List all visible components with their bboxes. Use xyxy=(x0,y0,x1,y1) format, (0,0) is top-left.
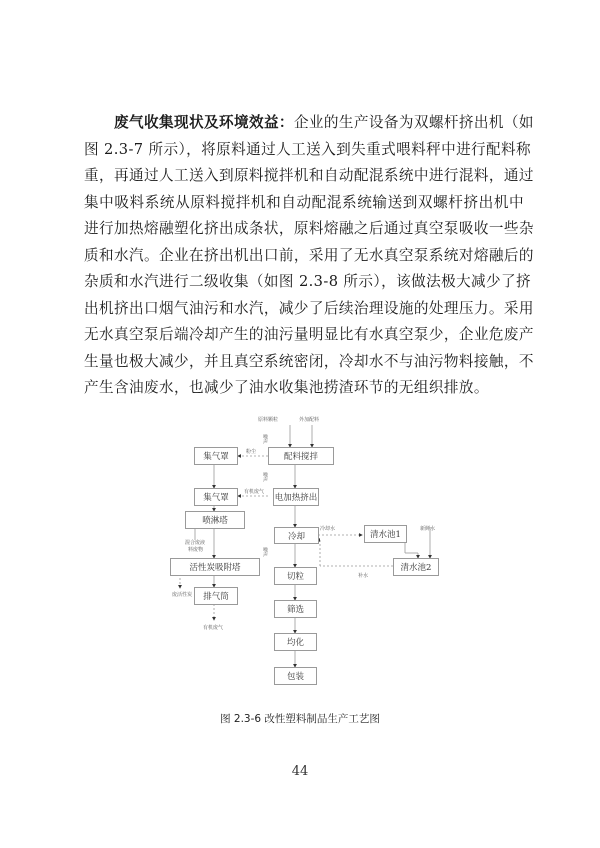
label-external-additive: 外加配料 xyxy=(299,417,320,423)
box-pelletizing: 切粒 xyxy=(274,567,317,585)
box-spray-tower: 喷淋塔 xyxy=(185,511,245,529)
paragraph-line: 进行加热熔融塑化挤出成条状，原料熔融之后通过真空泵吸收一些杂 xyxy=(84,220,534,237)
box-carbon-tower: 活性炭吸附塔 xyxy=(170,558,260,576)
box-extrusion: 电加热挤出 xyxy=(273,488,319,506)
label-organic-gas-out: 有机废气 xyxy=(203,625,224,631)
paragraph-line: 重，再通过人工送入到原料搅拌机和自动配混系统中进行混料，通过 xyxy=(84,167,534,184)
label-noise: 噪声 xyxy=(262,472,268,482)
paragraph-line: 杂质和水汽进行二级收集（如图 2.3-8 所示），该做法极大减少了挤 xyxy=(84,273,532,290)
paragraph-line: 图 2.3-7 所示），将原料通过人工送入到失重式喂料秤中进行配料称 xyxy=(84,140,532,158)
box-cooling: 冷却 xyxy=(274,527,319,544)
label-waste-carbon: 废活性炭 xyxy=(172,592,193,598)
label-mixed-waste-2: 料废物 xyxy=(188,547,204,553)
paragraph-line: 无水真空泵后端冷却产生的油污量明显比有水真空泵少，企业危废产 xyxy=(84,326,534,343)
box-screening: 筛选 xyxy=(274,600,317,618)
box-exhaust-stack: 排气筒 xyxy=(194,587,238,605)
box-gas-hood-1: 集气罩 xyxy=(194,447,238,465)
box-mixing: 配料搅拌 xyxy=(268,447,334,465)
box-clear-pool-1: 清水池1 xyxy=(364,525,407,543)
label-cooling-water: 冷却水 xyxy=(320,526,336,532)
label-noise: 噪声 xyxy=(262,547,268,557)
page-number: 44 xyxy=(291,764,309,779)
box-homogenizing: 均化 xyxy=(274,633,317,651)
paragraph-line: 集中吸料系统从原料搅拌机和自动配混系统输送到双螺杆挤出机中 xyxy=(84,193,524,211)
figure-caption: 图 2.3-6 改性塑料制品生产工艺图 xyxy=(220,713,380,725)
label-organic-gas: 有机废气 xyxy=(244,489,265,495)
label-noise: 噪声 xyxy=(262,434,268,444)
paragraph-line: 出机挤出口烟气油污和水汽，减少了后续治理设施的处理压力。采用 xyxy=(84,299,534,317)
box-clear-pool-2: 清水池2 xyxy=(393,558,439,576)
label-fresh-water: 新鲜水 xyxy=(420,526,436,532)
box-packaging: 包装 xyxy=(274,667,317,685)
paragraph-line: 质和水汽。企业在挤出机出口前，采用了无水真空泵系统对熔融后的 xyxy=(84,246,534,264)
paragraph-line: 生量也极大减少，并且真空系统密闭，冷却水不与油污物料接触，不 xyxy=(84,352,534,370)
box-gas-hood-2: 集气罩 xyxy=(194,488,238,506)
label-raw-pellets: 原料颗粒 xyxy=(258,417,279,423)
paragraph-line: 产生含油废水，也减少了油水收集池捞渣环节的无组织排放。 xyxy=(84,379,489,396)
paragraph-line: 废气收集现状及环境效益：企业的生产设备为双螺杆挤出机（如 xyxy=(114,114,534,131)
paragraph-heading: 废气收集现状及环境效益： xyxy=(114,114,294,131)
label-makeup-water: 补水 xyxy=(358,573,369,579)
label-dust: 粉尘 xyxy=(246,449,257,455)
label-mixed-waste-1: 混合废液 xyxy=(185,540,206,546)
